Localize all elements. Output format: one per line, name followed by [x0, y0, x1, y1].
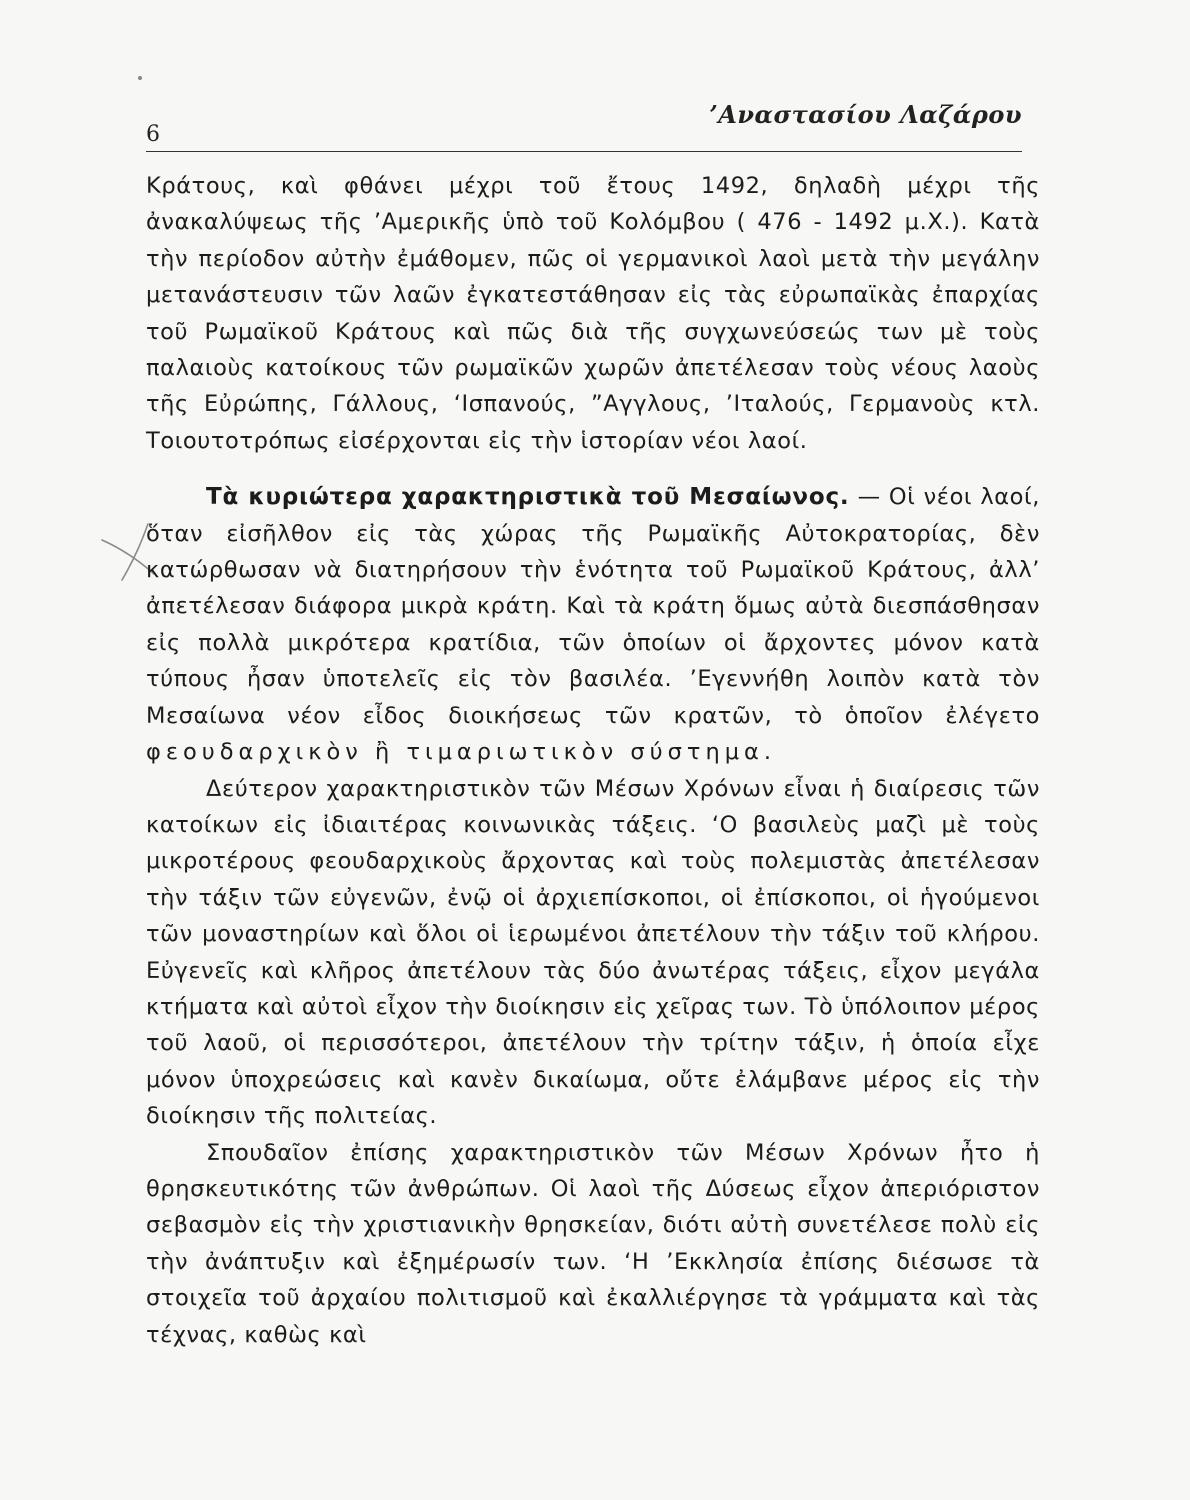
paragraph-end: .: [763, 739, 772, 766]
body-text: [146, 168, 1040, 1353]
paragraph-middle-ages-features: [146, 479, 1040, 770]
page-number: 6: [146, 122, 160, 147]
paragraph-religiosity: Σπουδαῖον ἐπίσης χαρακτηριστικὸν τῶν Μέσων Χρόνων ἦτο ἡ θρησκευτικότης τῶν ἀνθρώπων. Οἱ λαοὶ τῆς Δύσεως εἶχον ἀπεριόριστον σεβασμὸν εἰς τὴν χριστιανικὴν θρησκείαν, διότι αὐτὴ συνετέλεσε πολὺ εἰς τὴν ἀνάπτυξιν καὶ ἐξημέρωσίν των. ‘Η ’Εκκλησία ἐπίσης διέσωσε τὰ στοιχεῖα τοῦ ἀρχαίου πολιτισμοῦ καὶ ἐκαλλιέργησε τὰ γράμματα καὶ τὰς τέχνας, καθὼς καὶ: [146, 1139, 1040, 1348]
paragraph-text: — Οἱ νέοι λαοί, ὅταν εἰσῆλθον εἰς τὰς χώρας τῆς Ρωμαϊκῆς Αὐτοκρατορίας, δὲν κατώρθωσαν νὰ διατηρήσουν τὴν ἑνότητα τοῦ Ρωμαϊκοῦ Κράτους, ἀλλ’ ἀπετέλεσαν διάφορα μικρὰ κράτη. Καὶ τὰ κράτη ὅμως αὐτὰ διεσπάσθησαν εἰς πολλὰ μικρότερα κρατίδια, τῶν ὁποίων οἱ ἄρχοντες μόνον κατὰ τύπους ἦσαν ὑποτελεῖς εἰς τὸν βασιλέα. ’Εγεννήθη λοιπὸν κατὰ τὸν Μεσαίωνα νέον εἶδος διοικήσεως τῶν κρατῶν, τὸ ὁποῖον ἐλέγετο: [146, 484, 1040, 729]
ink-speck: [138, 76, 142, 80]
paragraph-social-classes: Δεύτερον χαρακτηριστικὸν τῶν Μέσων Χρόνων εἶναι ἡ διαίρεσις τῶν κατοίκων εἰς ἰδιαιτέρας κοινωνικὰς τάξεις. ‘Ο βασιλεὺς μαζὶ μὲ τοὺς μικροτέρους φεουδαρχικοὺς ἄρχοντας καὶ τοὺς πολεμιστὰς ἀπετέλεσαν τὴν τάξιν τῶν εὐγενῶν, ἐνῷ οἱ ἀρχιεπίσκοποι, οἱ ἐπίσκοποι, οἱ ἡγούμενοι τῶν μοναστηρίων καὶ ὅλοι οἱ ἱερωμένοι ἀπετέλουν τὴν τάξιν τοῦ κλήρου. Εὐγενεῖς καὶ κλῆρος ἀπετέλουν τὰς δύο ἀνωτέρας τάξεις, εἶχον μεγάλα κτήματα καὶ αὐτοὶ εἶχον τὴν διοίκησιν εἰς χεῖρας των. Τὸ ὑπόλοιπον μέρος τοῦ λαοῦ, οἱ περισσότεροι, ἀπετέλουν τὴν τρίτην τάξιν, ἡ ὁποία εἶχε μόνον ὑποχρεώσεις καὶ κανὲν δικαίωμα, οὔτε ἐλάμβανε μέρος εἰς τὴν διοίκησιν τῆς πολιτείας.: [146, 775, 1040, 1130]
header-rule: [146, 151, 1022, 152]
spaced-term: φεουδαρχικὸν ἢ τιμαριωτικὸν σύστημα: [146, 739, 764, 766]
running-title: ’Αναστασίου Λαζάρου: [709, 100, 1022, 129]
section-heading: Τὰ κυριώτερα χαρακτηριστικὰ τοῦ Μεσαίωνος.: [206, 484, 850, 511]
paragraph-intro: Κράτους, καὶ φθάνει μέχρι τοῦ ἔτους 1492, δηλαδὴ μέχρι τῆς ἀνακαλύψεως τῆς ’Αμερικῆς ὑπὸ τοῦ Κολόμβου ( 476 - 1492 μ.Χ.). Κατὰ τὴν περίοδον αὐτὴν ἐμάθομεν, πῶς οἱ γερμανικοὶ λαοὶ μετὰ τὴν μεγάλην μετανάστευσιν τῶν λαῶν ἐγκατεστάθησαν εἰς τὰς εὐρωπαϊκὰς ἐπαρχίας τοῦ Ρωμαϊκοῦ Κράτους καὶ πῶς διὰ τῆς συγχωνεύσεώς των μὲ τοὺς παλαιοὺς κατοίκους τῶν ρωμαϊκῶν χωρῶν ἀπετέλεσαν τοὺς νέους λαοὺς τῆς Εὐρώπης, Γάλλους, ‘Ισπανούς, ”Αγγλους, ’Ιταλούς, Γερμανοὺς κτλ. Τοιουτοτρόπως εἰσέρχονται εἰς τὴν ἱστορίαν νέοι λαοί.: [146, 173, 1040, 454]
